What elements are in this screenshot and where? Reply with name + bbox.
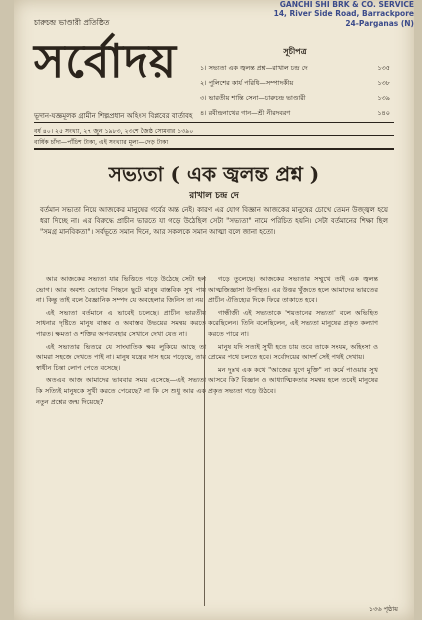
issue-line: বর্ষ ৪০। ২৫ সংখ্যা, ২৭ জুন ১৯৮৩, ২৩শে জৈষ্ঠ সোমবার ১৩৯০	[34, 128, 194, 135]
column-divider	[204, 276, 205, 606]
paragraph: গান্ধীজী এই সভ্যতাকে 'শয়তানের সভ্যতা' বলে অভিহিত করেছিলেন। তিনি বলেছিলেন, এই সভ্যতা মানুষের প্রকৃত কল্যাণ করতে পারে না।	[208, 308, 378, 338]
toc-item	[200, 108, 390, 119]
table-of-contents	[200, 46, 390, 123]
paragraph: এই সভ্যতা বর্তমানে এ ভাবেই চলেছে। প্রাচীন ভারতীয় সাধনার দৃষ্টিতে মানুষ বাস্তব ও অবাস্তব উভয়ের সমন্বয় করতে পারত। ক্ষমতা ও শক্তির অপব্যবহার সেখানে দেখা যেত না।	[36, 308, 206, 338]
paragraph: অতএব আজ আমাদের ভাববার সময় এসেছে—এই সভ্যতা কি সত্যিই মানুষকে সুখী করতে পেরেছে? না কি সে শুধু আর এক নতুন প্রশ্নের জন্ম দিয়েছে?	[36, 376, 206, 406]
toc-item-title: ৪। রবীন্দ্রনাথের গান—শ্রী নীরদবরণ	[200, 109, 291, 117]
article-column-left	[36, 274, 206, 409]
toc-item	[200, 93, 390, 104]
article-byline: রাখাল চন্দ্র দে	[189, 191, 239, 201]
stamp-line: 14, River Side Road, Barrackpore	[273, 9, 414, 19]
continued-note: ১৩৬ পৃষ্ঠায়	[368, 605, 398, 613]
paragraph: মন দুঃখ এক কথে "আজের যুগে মুক্তি" না কর্মে পাওয়ার সুখ আসবে কি? বিজ্ঞান ও আধ্যাত্মিকতার সমন্বয় হলে তবেই মানুষের প্রকৃত সভ্যতা গড়ে উঠবে।	[208, 365, 378, 395]
paragraph: মানুষ যদি সত্যই সুখী হতে চায় তবে তাকে সংযম, অহিংসা ও প্রেমের পথে চলতে হবে। সর্বোদয়ের আদর্শ সেই পথই দেখায়।	[208, 342, 378, 362]
library-stamp	[264, 0, 414, 28]
toc-item-title: ৩। ভারতীয় শান্তি সেনা—চারুচন্দ্র ভাণ্ডারী	[200, 94, 306, 102]
paragraph: এই সভ্যতার ভিতরে যে সাংঘাতিক ক্ষয় লুকিয়ে আছে তা আমরা সহজে দেখতে পাই না। মানুষ যন্ত্রের দাস হয়ে পড়েছে, তার স্বাধীন চিন্তা লোপ পেতে বসেছে।	[36, 342, 206, 372]
divider	[34, 135, 394, 136]
price-line: বার্ষিক চাঁদা—পাঁচিশ টাকা, এই সংখ্যার মূল্য—দেড় টাকা	[34, 139, 169, 146]
divider	[34, 148, 394, 150]
paragraph: আর আজকের সভ্যতা যার ভিত্তিতে গড়ে উঠেছে সেটা হল ভোগ। আর অবশ্য ভোগের পিছনে ছুটে মানুষ বাস্তবিক সুখ পায় না। কিন্তু তাই বলে বৈজ্ঞানিক সম্পদ যে অবহেলার জিনিস তা নয়।	[36, 275, 206, 305]
article-title: সভ্যতা ( এক জ্বলন্ত প্রশ্ন )	[108, 162, 320, 186]
toc-item-page: ১৩৫	[377, 64, 390, 72]
article-lead: বর্তমান সভ্যতা নিয়ে আজকের মানুষের গর্বের অন্ত নেই। কারণ এর যোগ বিজ্ঞান আজকের মানুষের চোখে তেমন উজ্জ্বল হয়ে ধরা দিচ্ছে না। এর বিরুদ্ধে প্রাচীন ভারতে যা গড়ে উঠেছিল সেটা "সভ্যতা" নামে পরিচিত হয়নি। সেটা বর্তমানের শিক্ষা ছিল "সমগ্র মানবিকতা"। সর্বভূতে সমান দিনে, আর সকলকে সমান আত্মা বলে জানা হতো।	[40, 206, 388, 236]
article-column-right	[208, 274, 378, 399]
toc-item	[200, 78, 390, 89]
divider	[34, 122, 394, 123]
toc-item	[200, 63, 390, 74]
toc-item-page: ১৩৯	[377, 94, 390, 102]
toc-title: সূচীপত্র	[283, 46, 307, 56]
masthead-tagline: ভূদান-যজ্ঞমূলক গ্রামীন শিল্পপ্রধান অহিংস বিপ্লবের বার্তাবহ	[34, 112, 193, 120]
toc-item-title: ১। সভ্যতা এক জ্বলন্ত প্রশ্ন—রাখাল চন্দ্র দে	[200, 64, 308, 72]
toc-item-page: ১৪০	[377, 109, 390, 117]
toc-item-page: ১৩৮	[377, 79, 390, 87]
founder-line: চারুচন্দ্র ভাণ্ডারী প্রতিষ্ঠিত	[34, 18, 110, 27]
stamp-line: 24-Parganas (N)	[345, 18, 414, 28]
paragraph: গড়ে তুলেছে। আজকের সভ্যতার সম্মুখে তাই এক জ্বলন্ত আত্মজিজ্ঞাসা উপস্থিত। এর উত্তর খুঁজতে হলে আমাদের ভারতের প্রাচীন ঐতিহ্যের দিকে ফিরে তাকাতে হবে।	[208, 275, 378, 305]
toc-item-title: ২। পুলিশের কার্য পরিধি—সম্পাদকীয়	[200, 79, 294, 87]
masthead-title: সর্বোদয়	[34, 34, 178, 88]
stamp-line: GANCHI SHI BRK & CO. SERVICE	[279, 0, 414, 9]
